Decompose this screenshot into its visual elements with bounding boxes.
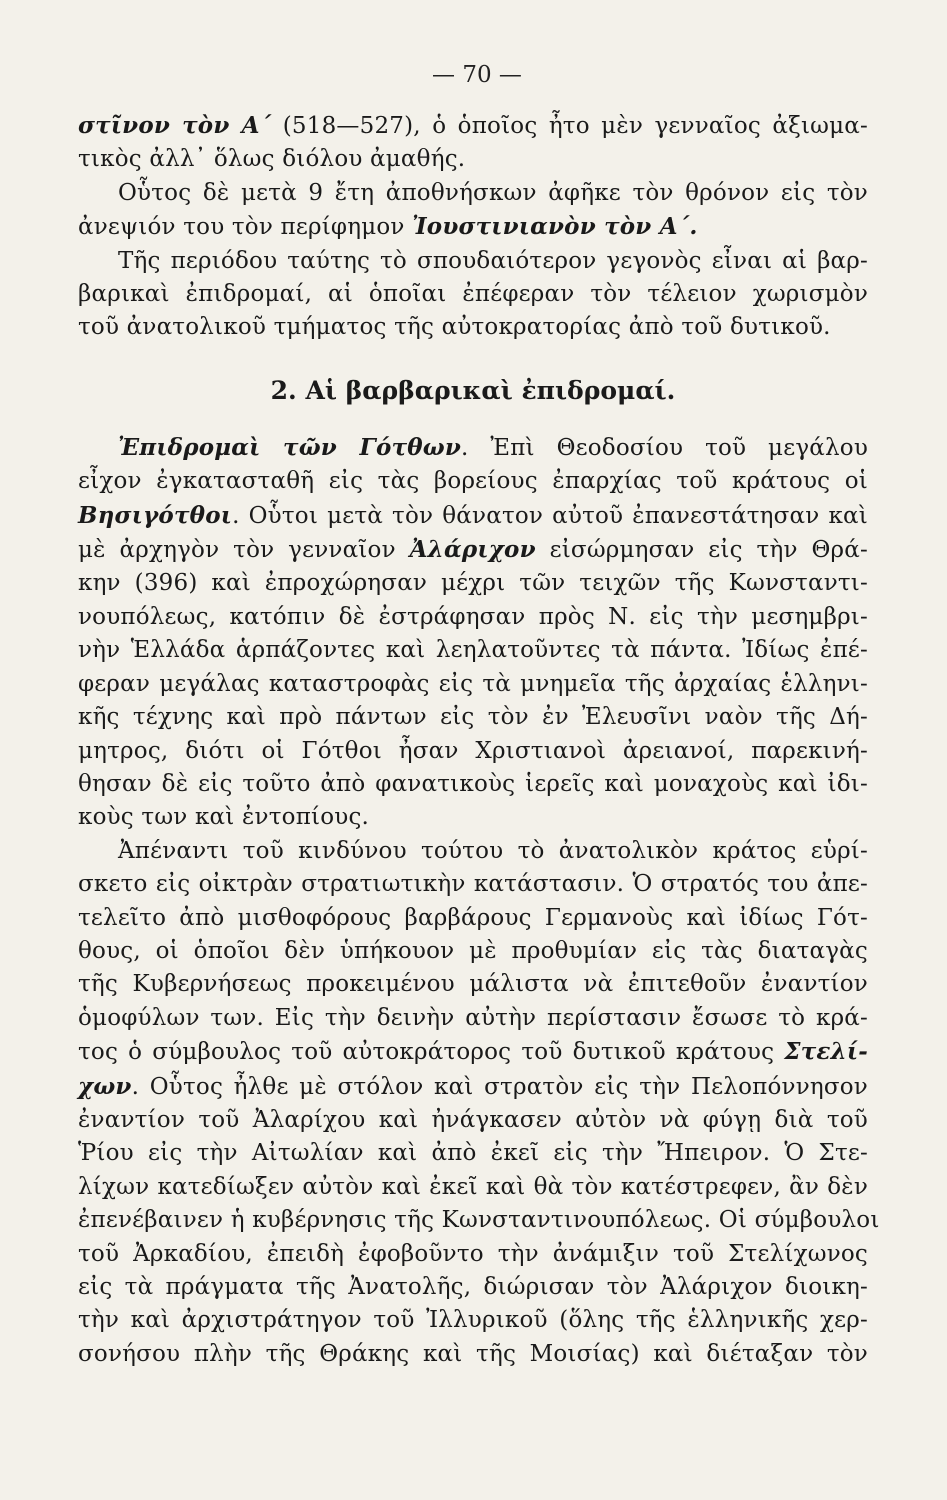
text-span: . Οὗτοι μετὰ τὸν θάνατον αὐτοῦ ἐπανεστάτησαν καὶ	[232, 502, 868, 529]
emphasized-name: χων	[78, 1072, 132, 1100]
subheading-inline: Ἐπιδρομαὶ τῶν Γότθων	[118, 433, 462, 461]
text-line: φεραν μεγάλας καταστροφὰς εἰς τὰ μνημεῖα τῆς ἀρχαίας ἑλληνι-	[78, 670, 868, 697]
text-span: τος ὁ σύμβουλος τοῦ αὐτοκράτορος τοῦ δυτικοῦ κράτους	[78, 1039, 785, 1066]
text-span: . Οὗτος ἦλθε μὲ στόλον καὶ στρατὸν εἰς τὴν Πελοπόννησον	[131, 1073, 868, 1100]
text-line	[78, 1035, 868, 1069]
emphasized-name: Ἰουστινιανὸν τὸν Α΄.	[412, 213, 698, 241]
paragraph-4	[78, 431, 868, 835]
text-line	[78, 109, 868, 143]
text-line: νουπόλεως, κατόπιν δὲ ἐστράφησαν πρὸς Ν. εἰς τὴν μεσημβρι-	[78, 603, 868, 630]
text-line: Τῆς περιόδου ταύτης τὸ σπουδαιότερον γεγονὸς εἶναι αἱ βαρ-	[118, 247, 868, 274]
text-line: τικὸς ἀλλ᾽ ὅλως διόλου ἀμαθής.	[78, 146, 466, 173]
text-span: (518—527), ὁ ὁποῖος ἦτο μὲν γενναῖος ἀξιωμα-	[271, 113, 868, 139]
text-line: βαρικαὶ ἐπιδρομαί, αἱ ὁποῖαι ἐπέφεραν τὸν τέλειον χωρισμὸν	[78, 281, 868, 308]
text-line	[78, 210, 868, 244]
text-line	[78, 1070, 868, 1104]
text-line: θησαν δὲ εἰς τοῦτο ἀπὸ φανατικοὺς ἱερεῖς καὶ μοναχοὺς καὶ ἰδι-	[78, 770, 868, 797]
text-line: ὁμοφύλων των. Εἰς τὴν δεινὴν αὐτὴν περίστασιν ἔσωσε τὸ κρά-	[78, 1004, 868, 1031]
emphasized-name: Στελί-	[784, 1038, 868, 1066]
emphasized-name: Βησιγότθοι	[78, 501, 233, 529]
text-line: σκετο εἰς οἰκτρὰν στρατιωτικὴν κατάστασιν. Ὁ στρατός του ἀπε-	[78, 871, 868, 898]
text-line: τοῦ ἀνατολικοῦ τμήματος τῆς αὐτοκρατορίας ἀπὸ τοῦ δυτικοῦ.	[78, 314, 831, 341]
text-line: κῆς τέχνης καὶ πρὸ πάντων εἰς τὸν ἐν Ἐλευσῖνι ναὸν τῆς Δή-	[78, 704, 868, 731]
emphasized-name: στῖνον τὸν Α΄	[78, 112, 272, 139]
text-line	[78, 533, 868, 567]
text-line: τελεῖτο ἀπὸ μισθοφόρους βαρβάρους Γερμανοὺς καὶ ἰδίως Γότ-	[78, 904, 868, 931]
paragraph-1	[78, 109, 868, 177]
text-line: τῆς Κυβερνήσεως προκειμένου μάλιστα νὰ ἐπιτεθοῦν ἐναντίον	[78, 971, 868, 998]
text-line: ἐναντίον τοῦ Ἀλαρίχου καὶ ἠνάγκασεν αὐτὸν νὰ φύγῃ διὰ τοῦ	[78, 1106, 868, 1133]
paragraph-3	[78, 245, 868, 345]
page-number: — 70 —	[432, 62, 522, 88]
text-line: σονήσου πλὴν τῆς Θράκης καὶ τῆς Μοισίας) καὶ διέταξαν τὸν	[78, 1340, 868, 1367]
text-line: κην (396) καὶ ἐπροχώρησαν μέχρι τῶν τειχῶν τῆς Κωνσταντι-	[78, 570, 868, 597]
text-line: θους, οἱ ὁποῖοι δὲν ὑπήκουον μὲ προθυμίαν εἰς τὰς διαταγὰς	[78, 937, 868, 964]
text-line: Ῥίου εἰς τὴν Αἰτωλίαν καὶ ἀπὸ ἐκεῖ εἰς τὴν Ἤπειρον. Ὁ Στε-	[78, 1140, 868, 1167]
text-line: λίχων κατεδίωξεν αὐτὸν καὶ ἐκεῖ καὶ θὰ τὸν κατέστρεφεν, ἂν δὲν	[78, 1173, 868, 1200]
text-span: . Ἐπὶ Θεοδοσίου τοῦ μεγάλου	[461, 434, 868, 461]
text-line: νὴν Ἑλλάδα ἁρπάζοντες καὶ λεηλατοῦντες τὰ πάντα. Ἰδίως ἐπέ-	[78, 637, 868, 664]
text-line: τὴν καὶ ἀρχιστράτηγον τοῦ Ἰλλυρικοῦ (ὅλης τῆς ἑλληνικῆς χερ-	[78, 1307, 868, 1334]
text-span: μὲ ἀρχηγὸν τὸν γενναῖον	[78, 537, 410, 564]
paragraph-2	[78, 177, 868, 245]
paragraph-5	[78, 835, 880, 1372]
text-line: Ἀπέναντι τοῦ κινδύνου τούτου τὸ ἀνατολικὸν κράτος εὑρί-	[118, 837, 868, 864]
text-line	[78, 431, 868, 465]
book-page	[78, 55, 880, 1371]
text-line: ἐπενέβαινεν ἡ κυβέρνησις τῆς Κωνσταντινουπόλεως. Οἱ σύμβουλοι	[78, 1207, 880, 1234]
text-line: κοὺς των καὶ ἐντοπίους.	[78, 804, 370, 831]
text-span: εἰσώρμησαν εἰς τὴν Θρά-	[535, 537, 868, 564]
text-line: εἰς τὰ πράγματα τῆς Ἀνατολῆς, διώρισαν τὸν Ἀλάριχον διοικη-	[78, 1274, 868, 1300]
emphasized-name: Ἀλάριχον	[409, 536, 536, 564]
text-line: Οὗτος δὲ μετὰ 9 ἔτη ἀποθνήσκων ἀφῆκε τὸν θρόνον εἰς τὸν	[118, 179, 868, 206]
section-heading: 2. Αἱ βαρβαρικαὶ ἐπιδρομαί.	[270, 375, 676, 405]
text-line: τοῦ Ἀρκαδίου, ἐπειδὴ ἐφοβοῦντο τὴν ἀνάμιξιν τοῦ Στελίχωνος	[78, 1240, 868, 1267]
text-span: ἀνεψιόν του τὸν περίφημον	[78, 214, 413, 241]
text-line: μητρος, διότι οἱ Γότθοι ἦσαν Χριστιανοὶ ἀρειανοί, παρεκινή-	[78, 737, 868, 764]
text-line: εἶχον ἐγκατασταθῆ εἰς τὰς βορείους ἐπαρχίας τοῦ κράτους οἱ	[78, 468, 868, 495]
text-line	[78, 499, 868, 533]
